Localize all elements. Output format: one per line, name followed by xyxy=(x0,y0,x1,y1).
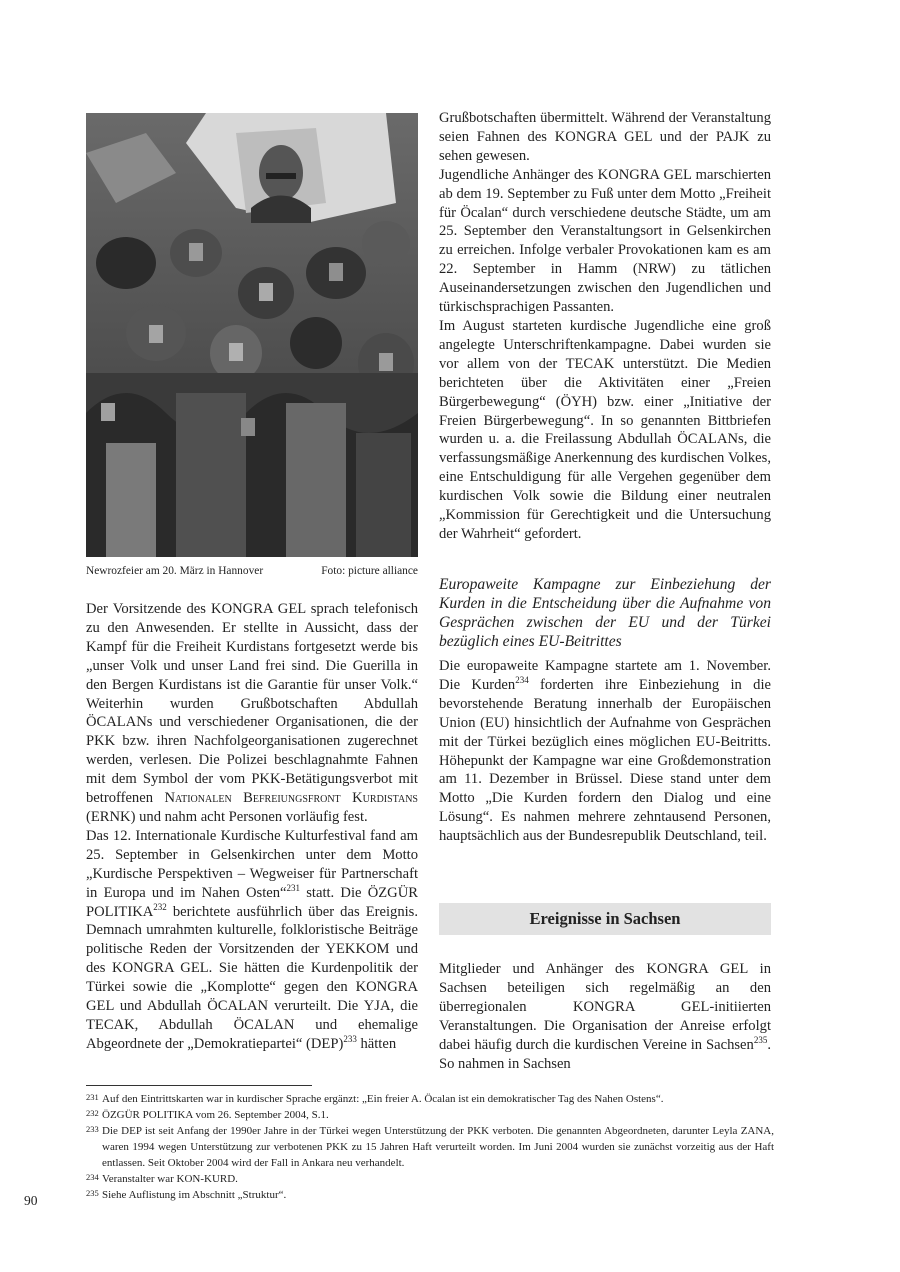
footnote-divider xyxy=(86,1085,312,1086)
section-heading-sachsen xyxy=(439,903,771,935)
footnote-number: 234 xyxy=(86,1172,99,1182)
footnote-ref-234[interactable]: 234 xyxy=(515,675,529,686)
right-column-top xyxy=(439,109,771,544)
newroz-photo xyxy=(86,113,418,557)
ernk-name-smallcaps: Nationalen Befreiungsfront Kurdistans xyxy=(164,790,418,807)
paragraph-kampagne-november: Die europaweite Kampagne startete am 1. November. Die Kurden$^{234}$ forderten ihre Einbeziehung in die bevorstehende Beratung innerhalb der Europäischen Union (EU) hinsichtlich der Aufnahme von Gesprächen mit der Türkei bezüglich eines möglichen EU-Beitritts. Höhepunkt der Kampagne war eine Großdemonstration am 11. Dezember in Brüssel. Diese stand unter dem Motto „Die Kurden fordern den Dialog und eine Lösung“. Es nahmen mehrere zehntausend Personen, hauptsächlich aus der Bundesrepublik Deutschland, teil. xyxy=(439,658,771,845)
photo-caption xyxy=(86,565,418,577)
footnote-235 xyxy=(86,1187,774,1203)
footnote-text: Auf den Eintrittskarten war in kurdischer Sprache ergänzt: „Ein freier A. Öcalan ist ein demokratischer Tag des Nahen Ostens“. xyxy=(102,1093,664,1105)
paragraph-jugendliche-marsch: Jugendliche Anhänger des KONGRA GEL marschierten ab dem 19. September zu Fuß unter dem Motto „Freiheit für Öcalan“ durch verschiedene deutsche Städte, um am 25. September den Veranstaltungsort in Gelsenkirchen zu erreichen. Infolge verbaler Provokationen kam es am 22. September in Hamm (NRW) zu tätlichen Auseinandersetzungen zwischen den Jugendlichen und türkischsprachigen Passanten. xyxy=(439,166,771,316)
footnotes xyxy=(86,1091,774,1203)
footnote-text: Siehe Auflistung im Abschnitt „Struktur“. xyxy=(102,1189,287,1201)
footnote-number: 232 xyxy=(86,1108,99,1118)
footnote-ref-231[interactable]: 231 xyxy=(286,882,301,893)
right-column-bottom xyxy=(439,960,771,1073)
page-number: 90 xyxy=(24,1193,38,1208)
right-column-middle xyxy=(439,657,771,846)
footnote-number: 231 xyxy=(86,1092,99,1102)
footnote-number: 235 xyxy=(86,1188,99,1198)
paragraph-sachsen: Mitglieder und Anhänger des KONGRA GEL in Sachsen beteiligen sich regelmäßig an den überregionalen KONGRA GEL-initiierten Veranstaltungen. Die Organisation der Anreise erfolgt dabei häufig durch die kurdischen Vereine in Sachsen$^{235}$. So nahmen in Sachsen xyxy=(439,961,771,1072)
footnote-text: Veranstalter war KON-KURD. xyxy=(102,1173,238,1185)
paragraph-unterschriftenkampagne: Im August starteten kurdische Jugendliche eine groß angelegte Unterschriftenkampagne. Dabei wurden sie vor allem von der TECAK unterstützt. Die Medien berichteten über die Aktivitäten einer „Freien Bürgerbewegung“ (ÖYH) bzw. einer „Initiative der Freien Bürgerbewegung“. In so genannten Bittbriefen wurden u. a. die Freilassung Abdullah ÖCALANs, die verfassungsmäßige Anerkennung des kurdischen Volkes, eine Entschuldigung für alle Vergehen gegenüber dem kurdischen Volk sowie die Bildung einer neutralen „Kommission für Gerechtigkeit und die Untersuchung der Wahrheit“ gefordert. xyxy=(439,317,771,542)
footnote-text: Die DEP ist seit Anfang der 1990er Jahre in der Türkei wegen Unterstützung der PKK verboten. Die genannten Abgeordneten, darunter Leyla ZANA, waren 1994 wegen Unterstützung zur verbotenen PKK zu 15 Jahren Haft verurteilt worden. Im Juni 2004 wurden sie zunächst vorzeitig aus der Haft entlassen. Seit Oktober 2004 wird der Fall in Ankara neu verhandelt. xyxy=(102,1125,774,1169)
paragraph-kulturfestival: Das 12. Internationale Kurdische Kulturfestival fand am 25. September in Gelsenkirchen unter dem Motto „Kurdische Perspektiven – Wegweiser für Partnerschaft in Europa und im Nahen Osten“$^{231}$ statt. Die ÖZGÜR POLITIKA$^{232}$ berichtete ausführlich über das Ereignis. Demnach umrahmten kulturelle, folkloristische Beiträge politische Reden der Vorsitzenden der YEKKOM und des KONGRA GEL. Sie hätten die Kurdenpolitik der Türkei sowie die „Komplotte“ gegen den KONGRA GEL und Abdullah ÖCALAN verurteilt. Die YJA, die TECAK, Abdullah ÖCALAN und ehemalige Abgeordnete der „Demokratiepartei“ (DEP)$^{233}$ hätten xyxy=(86,827,418,1052)
footnote-232 xyxy=(86,1107,774,1123)
footnote-text: ÖZGÜR POLITIKA vom 26. September 2004, S.1. xyxy=(102,1109,329,1121)
paragraph-grussbotschaften: Grußbotschaften übermittelt. Während der Veranstaltung seien Fahnen des KONGRA GEL und der PAJK zu sehen gewesen. xyxy=(439,110,771,164)
photo-credit: Foto: picture alliance xyxy=(321,565,418,577)
footnote-233 xyxy=(86,1123,774,1171)
footnote-number: 233 xyxy=(86,1124,99,1134)
footnote-231 xyxy=(86,1091,774,1107)
caption-text: Newrozfeier am 20. März in Hannover xyxy=(86,565,264,577)
footnote-ref-233[interactable]: 233 xyxy=(343,1033,357,1044)
footnote-ref-232[interactable]: 232 xyxy=(153,901,167,912)
footnote-ref-235[interactable]: 235 xyxy=(753,1034,768,1045)
left-column xyxy=(86,600,418,1054)
crowd-photo-image xyxy=(86,113,418,557)
footnote-234 xyxy=(86,1171,774,1187)
section-heading-text: Ereignisse in Sachsen xyxy=(529,909,681,928)
subheading-europaweite-kampagne: Europaweite Kampagne zur Einbeziehung der Kurden in die Entscheidung über die Aufnahme von Gesprächen zwischen der EU und der Türkei bezüglich eines EU-Beitrittes xyxy=(439,576,771,650)
paragraph-kongra-telefonisch: Der Vorsitzende des KONGRA GEL sprach telefonisch zu den Anwesenden. Er stellte in Aussicht, dass der Kampf für die Freiheit Kurdistans fortgesetzt werde bis „unser Volk und unser Land frei sind. Die Guerilla in den Bergen Kurdistans ist die Garantie für unser Volk.“ Weiterhin wurden Grußbotschaften Abdullah ÖCALANs und verschiedener Organisationen, die der PKK bzw. ihren Nachfolgeorganisationen zugerechnet werden, verlesen. Die Polizei beschlagnahmte Fahnen mit dem Symbol der vom PKK-Betätigungsverbot mit betroffenen Nationalen Befreiungsfront Kurdistans (ERNK) und nahm acht Personen vorläufig fest. xyxy=(86,601,418,825)
